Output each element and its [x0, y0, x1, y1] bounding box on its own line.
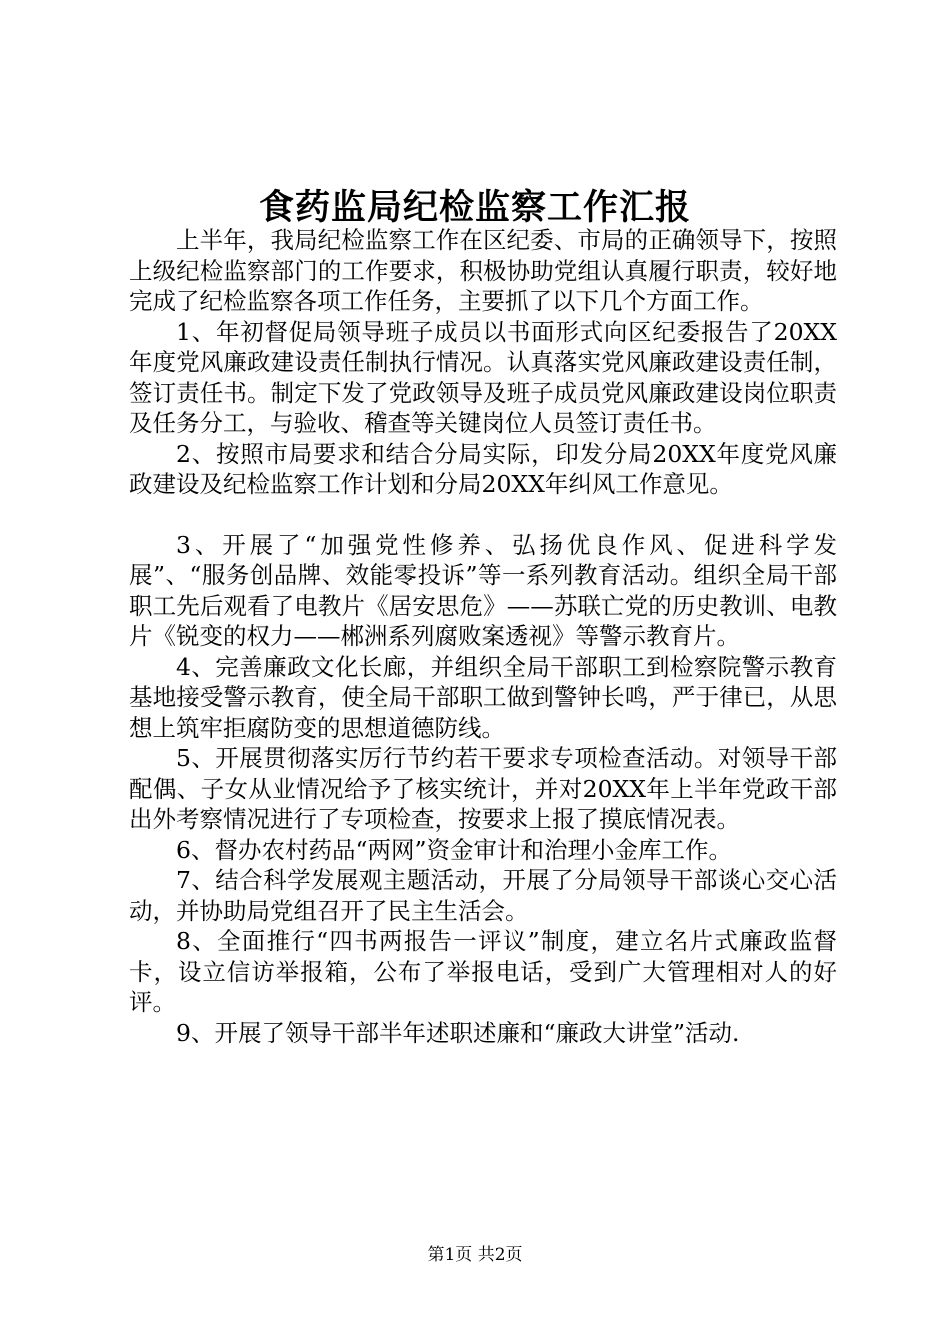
paragraph-item-5: 5、开展贯彻落实厉行节约若干要求专项检查活动。对领导干部配偶、子女从业情况给予了核实统计，并对20XX年上半年党政干部出外考察情况进行了专项检查，按要求上报了摸底情况表。	[129, 744, 837, 833]
paragraph-item-4: 4、完善廉政文化长廊，并组织全局干部职工到检察院警示教育基地接受警示教育，使全局干部职工做到警钟长鸣，严于律已，从思想上筑牢拒腐防变的思想道德防线。	[129, 652, 837, 742]
paragraph-item-3: 3、开展了“加强党性修养、弘扬优良作风、促进科学发展”、“服务创品牌、效能零投诉”等一系列教育活动。组织全局干部职工先后观看了电教片《居安思危》——苏联亡党的历史教训、电教片《锐变的权力——郴洲系列腐败案透视》等警示教育片。	[129, 530, 837, 650]
page-number-footer: 第1页 共2页	[427, 1245, 523, 1265]
paragraph-item-8: 8、全面推行“四书两报告一评议”制度，建立名片式廉政监督卡，设立信访举报箱，公布了举报电话，受到广大管理相对人的好评。	[129, 927, 837, 1016]
paragraph-item-7: 7、结合科学发展观主题活动，开展了分局领导干部谈心交心活动，并协助局党组召开了民主生活会。	[129, 866, 837, 925]
paragraph-item-6: 6、督办农村药品“两网”资金审计和治理小金库工作。	[176, 835, 732, 864]
document-body	[129, 225, 837, 1048]
paragraph-item-2: 2、按照市局要求和结合分局实际，印发分局20XX年度党风廉政建设及纪检监察工作计划和分局20XX年纠风工作意见。	[129, 439, 837, 498]
document-title: 食药监局纪检监察工作汇报	[258, 187, 691, 228]
paragraph-item-1: 1、年初督促局领导班子成员以书面形式向区纪委报告了20XX年度党风廉政建设责任制执行情况。认真落实党风廉政建设责任制，签订责任书。制定下发了党政领导及班子成员党风廉政建设岗位职责及任务分工，与验收、稽查等关键岗位人员签订责任书。	[129, 317, 837, 437]
paragraph-intro: 上半年，我局纪检监察工作在区纪委、市局的正确领导下，按照上级纪检监察部门的工作要求，积极协助党组认真履行职责，较好地完成了纪检监察各项工作任务，主要抓了以下几个方面工作。	[129, 226, 837, 315]
paragraph-item-9: 9、开展了领导干部半年述职述廉和“廉政大讲堂”活动.	[176, 1018, 740, 1047]
